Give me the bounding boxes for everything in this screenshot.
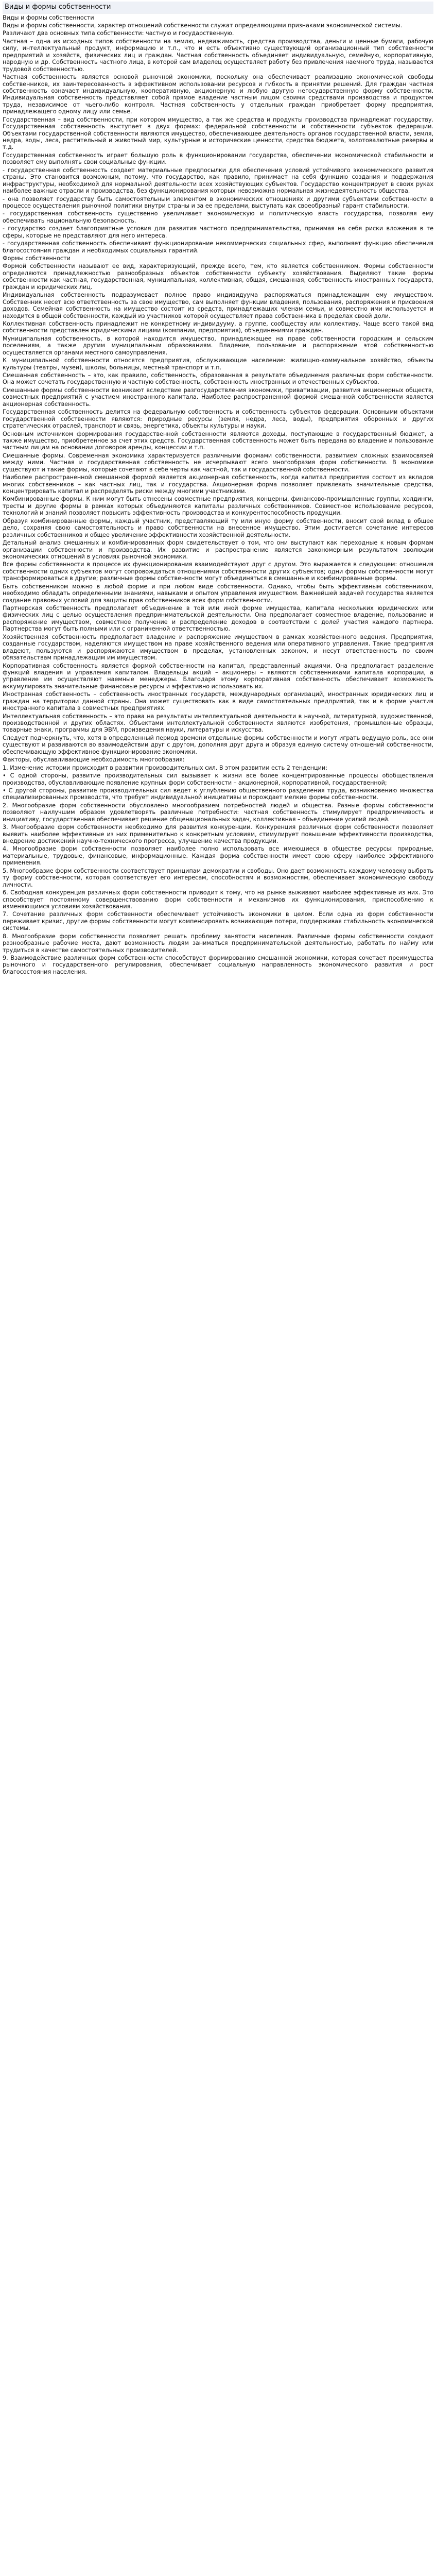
document-subtitle: Виды и формы собственности	[3, 14, 94, 21]
paragraph: Государственная собственность делится на федеральную собственность и собственность субъектов федерации. Основными объектами государственной собственности являются: природные ресурсы (земля, недра, леса, воды), предприятия оборонных и других стратегических отраслей, транспорт и связь, энергетика, объекты культуры и науки.	[3, 409, 433, 430]
paragraph: 1. Изменение истории происходит в развитии производительных сил. В этом развитии есть 2 тенденции:	[3, 764, 327, 771]
paragraph: - государственная собственность создает материальные предпосылки для обеспечения условий устойчивого экономического развития страны. Это становится возможным, потому, что государство, как правило, принимает на себя функцию создания и поддержания инфраструктуры, необходимой для нормальной деятельности всех хозяйствующих субъектов. Государство концентрирует в своих руках наиболее важные отрасли и производства, без функционирования которых невозможна нормальная жизнедеятельность общества.	[3, 166, 433, 195]
paragraph: - государственная собственность существенно увеличивает экономическую и политическую власть государства, позволяя ему обеспечивать национальную безопасность.	[3, 210, 433, 224]
paragraph: - государственная собственность обеспечивает функционирование некоммерческих социальных сфер, выполняет функцию обеспечения благосостояния граждан и необходимых социальных гарантий.	[3, 240, 433, 254]
paragraph: Индивидуальная собственность подразумевает полное право индивидуума распоряжаться принадлежащим ему имуществом. Собственник несет всю ответственность за свое имущество, сам выполняет функции владения, пользования, распоряжения и присвоения доходов. Семейная собственность на имущество состоит из средств, принадлежащих членам семьи, и совместно ими используется и находится в общей собственности, каждый из участников которой осуществляет права собственника в пределах своей доли.	[3, 292, 433, 319]
paragraph: Частная собственность является основой рыночной экономики, поскольку она обеспечивает реализацию экономической свободы собственников, их заинтересованность в эффективном использовании ресурсов и гибкость в принятии решений. Для граждан частная собственность означает индивидуальную, кооперативную, акционерную и любую другую негосударственную форму собственности. Индивидуальная собственность представляет собой прямое владение частным лицом своими средствами производства и продуктом труда, независимое от чьего-либо контроля. Частная собственность у отдельных граждан приобретает форму предприятия, принадлежащего одному лицу или семье.	[3, 74, 433, 115]
paragraph: Хозяйственная собственность предполагает владение и распоряжение имуществом в рамках хозяйственного ведения. Предприятия, созданные государством, наделяются имуществом на праве хозяйственного ведения или оперативного управления. Такие предприятия владеют, пользуются и распоряжаются имуществом в пределах, установленных законом, и несут ответственность по своим обязательствам принадлежащим им имуществом.	[3, 633, 433, 662]
paragraph: 5. Многообразие форм собственности соответствует принципам демократии и свободы. Оно дает возможность каждому человеку выбрать ту форму собственности, которая соответствует его интересам, способностям и возможностям, обеспечивает экономическую свободу личности.	[3, 867, 433, 888]
paragraph: Следует подчеркнуть, что, хотя в определенный период времени отдельные формы собственности и могут играть ведущую роль, все они существуют и развиваются во взаимодействии друг с другом, дополняя друг друга и образуя единую систему отношений собственности, обеспечивающую эффективное функционирование экономики.	[3, 734, 433, 755]
paragraph: Партнерская собственность предполагает объединение в той или иной форме имущества, капитала нескольких юридических или физических лиц с целью осуществления предпринимательской деятельности. Она предполагает совместное владение, пользование и распоряжение имуществом, совместное получение и распределение доходов в соответствии с долей участия каждого партнера. Партнерства могут быть полными или с ограниченной ответственностью.	[3, 605, 433, 633]
paragraph: 6. Свободная конкуренция различных форм собственности приводит к тому, что на рынке выживают наиболее эффективные из них. Это способствует постоянному совершенствованию форм собственности и механизмов их функционирования, приспособлению к изменяющимся условиям хозяйствования.	[3, 889, 433, 910]
paragraph: - государство создает благоприятные условия для развития частного предпринимательства, принимая на себя риски вложения в те сферы, которые не представляют для него интереса.	[3, 225, 433, 239]
paragraph: Комбинированные формы. К ним могут быть отнесены совместные предприятия, концерны, финансово-промышленные группы, холдинги, тресты и другие формы в рамках которых объединяются капиталы различных собственников. Совместное использование ресурсов, технологий и знаний позволяет повысить эффективность производства и конкурентоспособность продукции.	[3, 496, 433, 517]
paragraph: Интеллектуальная собственность – это права на результаты интеллектуальной деятельности в научной, литературной, художественной, производственной и других областях. Объектами интеллектуальной собственности являются изобретения, промышленные образцы, товарные знаки, программы для ЭВМ, произведения науки, литературы и искусства.	[3, 713, 433, 734]
paragraph: Виды и формы собственности, характер отношений собственности служат определяющими признаками экономической системы.	[3, 22, 403, 29]
paragraph: Наиболее распространенной смешанной формой является акционерная собственность, когда капитал предприятия состоит из вкладов многих собственников – как частных лиц, так и государства. Акционерная форма позволяет привлекать значительные средства, концентрировать капитал и распределять риски между многими участниками.	[3, 474, 433, 495]
paragraph: Государственная – вид собственности, при котором имущество, а так же средства и продукты производства принадлежат государству. Государственная собственность выступает в двух формах: федеральной собственности и собственности субъектов федерации. Объектами государственной собственности являются имущество, обеспечивающее деятельность органов государственной власти, земля, недра, воды, леса, растительный и животный мир, культурные и исторические ценности, средства бюджета, золотовалютные резервы и т.д.	[3, 116, 433, 151]
paragraph: 4. Многообразие форм собственности позволяет наиболее полно использовать все имеющиеся в обществе ресурсы: природные, материальные, трудовые, финансовые, информационные. Каждая форма собственности имеет свою сферу наиболее эффективного применения.	[3, 845, 433, 867]
paragraph: 2. Многообразие форм собственности обусловлено многообразием потребностей людей и общества. Разные формы собственности позволяют наилучшим образом удовлетворять различные потребности: частная собственность стимулирует предприимчивость и инициативу, государственная обеспечивает решение общенациональных задач, коллективная – объединение усилий людей.	[3, 802, 433, 823]
paragraph: К муниципальной собственности относятся предприятия, обслуживающие население: жилищно-коммунальное хозяйство, объекты культуры (театры, музеи), школы, больницы, местный транспорт и т.п.	[3, 357, 433, 371]
paragraph: Смешанная собственность – это, как правило, собственность, образованная в результате объединения различных форм собственности. Она может сочетать государственную и частную собственность, собственность иностранных и отечественных субъектов.	[3, 372, 433, 386]
paragraph: Образуя комбинированные формы, каждый участник, представляющий ту или иную форму собственности, вносит свой вклад в общее дело, сохраняя свою самостоятельность и право собственности на внесенное имущество. Этим достигается сочетание интересов различных собственников и общее увеличение эффективности хозяйственной деятельности.	[3, 517, 433, 538]
paragraph: 9. Взаимодействие различных форм собственности способствует формированию смешанной экономики, которая сочетает преимущества рыночного и государственного регулирования, обеспечивает социальную направленность экономического развития и рост благосостояния населения.	[3, 955, 433, 975]
paragraph: Формы собственности	[3, 255, 71, 262]
paragraph: 3. Многообразие форм собственности необходимо для развития конкуренции. Конкуренция различных форм собственности позволяет выявить наиболее эффективные из них применительно к конкретным условиям, стимулирует повышение эффективности производства, внедрение достижений научно-технического прогресса, улучшение качества продукции.	[3, 824, 433, 845]
paragraph: Смешанные формы собственности возникают вследствие разгосударствления экономики, приватизации, развития акционерных обществ, совместных предприятий с участием иностранного капитала. Наиболее распространенной формой смешанной собственности является акционерная собственность.	[3, 386, 433, 408]
page-title: Виды и формы собственности	[3, 2, 433, 13]
paragraph: • С другой стороны, развитие производительных сил ведет к углублению общественного разделения труда, возникновению множества специализированных производств, что требует индивидуальной инициативы и порождает мелкие формы собственности.	[3, 787, 433, 801]
paragraph: Частная – одна из исходных типов собственности на землю, недвижимость, средства производства, деньги и ценные бумаги, рабочую силу, интеллектуальный продукт, информацию и т.п., что и есть объективно существующий организационный тип собственности предприятий и хозяйств, физических лиц и граждан. Частная собственность объединяет индивидуальную, семейную, корпоративную, народную и др. Собственность частного лица, в которой сам владелец осуществляет работу без привлечения наемного труда, называется трудовой собственностью.	[3, 38, 433, 73]
paragraph: Основным источником формирования государственной собственности являются доходы, поступающие в государственный бюджет, а также имущество, приобретенное за счет этих средств. Государственная собственность может быть передана во владение и пользование частным лицам на основании договоров аренды, концессии и т.п.	[3, 430, 433, 451]
paragraph: Иностранная собственность – собственность иностранных государств, международных организаций, иностранных юридических лиц и граждан на территории данной страны. Она может существовать как в виде самостоятельных предприятий, так и в форме участия иностранного капитала в совместных предприятиях.	[3, 691, 433, 712]
document-page	[0, 0, 436, 981]
paragraph: • С одной стороны, развитие производительных сил вызывает к жизни все более концентрированные процессы обобществления производства, обуславливающие появление крупных форм собственности – акционерной, корпоративной, государственной;	[3, 772, 433, 786]
paragraph: Коллективная собственность принадлежит не конкретному индивидууму, а группе, сообществу или коллективу. Чаще всего такой вид собственности представлен юридическими лицами (компании, предприятия), объединениями граждан.	[3, 320, 433, 334]
paragraph: Формой собственности называют ее вид, характеризующий, прежде всего, тем, кто является собственником. Формы собственности определяются принадлежностью разнообразных объектов собственности субъекту хозяйствования. Выделяют такие формы собственности как частная, государственная, муниципальная, коллективная, общая, смешанная, собственность иностранных государств, граждан и юридических лиц.	[3, 263, 433, 291]
document-body	[3, 14, 433, 976]
paragraph: Муниципальная собственность, в которой находится имущество, принадлежащее на праве собственности городским и сельским поселениям, а также другим муниципальным образованиям. Владение, пользование и распоряжение этой собственностью осуществляется органами местного самоуправления.	[3, 335, 433, 356]
paragraph: Быть собственником можно в любой форме и при любом виде собственности. Однако, чтобы быть эффективным собственником, необходимо обладать определенными знаниями, навыками и опытом управления имуществом. Важнейшей задачей государства является создание правовых условий для защиты прав собственников всех форм собственности.	[3, 583, 433, 604]
paragraph: Все формы собственности в процессе их функционирования взаимодействуют друг с другом. Это выражается в следующем: отношения собственности одних субъектов могут сопровождаться отношениями собственности других субъектов; одни формы собственности могут трансформироваться в другие; различные формы собственности могут объединяться в смешанные и комбинированные формы.	[3, 561, 433, 582]
paragraph: 8. Многообразие форм собственности позволяет решать проблему занятости населения. Различные формы собственности создают разнообразные рабочие места, дают возможность людям заниматься предпринимательской деятельностью, работать по найму или трудиться в качестве самостоятельных производителей.	[3, 933, 433, 954]
paragraph: Государственная собственность играет большую роль в функционировании государства, обеспечении экономической стабильности и позволяет ему выполнять свои социальные функции.	[3, 151, 433, 166]
paragraph: Детальный анализ смешанных и комбинированных форм свидетельствует о том, что они выступают как переходные к новым формам организации собственности и производства. Их развитие и распространение является закономерным результатом эволюции экономических отношений в условиях рыночной экономики.	[3, 539, 433, 560]
paragraph: Смешанные формы. Современная экономика характеризуется различными формами собственности, развитием сложных взаимосвязей между ними. Частная и государственная собственность не исчерпывают всего многообразия форм собственности. В экономике существуют и такие формы, которые сочетают в себе черты как частной, так и государственной собственности.	[3, 452, 433, 473]
paragraph: - она позволяет государству быть самостоятельным элементом в экономических отношениях и другими субъектами собственности в процессе осуществления рыночной политики внутри страны и за ее пределами, выступать как своеобразный гарант стабильности.	[3, 195, 433, 209]
paragraph: Факторы, обуславливающие необходимость многообразия:	[3, 756, 185, 764]
paragraph: Корпоративная собственность является формой собственности на капитал, представленный акциями. Она предполагает разделение функций владения и управления капиталом. Владельцы акций – акционеры – являются собственниками капитала корпорации, а управление им осуществляют наемные менеджеры. Благодаря этому корпоративная собственность обеспечивает возможность аккумулировать значительные финансовые ресурсы и эффективно использовать их.	[3, 662, 433, 690]
paragraph: Различают два основных типа собственности: частную и государственную.	[3, 30, 234, 37]
paragraph: 7. Сочетание различных форм собственности обеспечивает устойчивость экономики в целом. Если одна из форм собственности переживает кризис, другие формы собственности могут компенсировать возникающие потери, поддерживая стабильность экономической системы.	[3, 911, 433, 932]
